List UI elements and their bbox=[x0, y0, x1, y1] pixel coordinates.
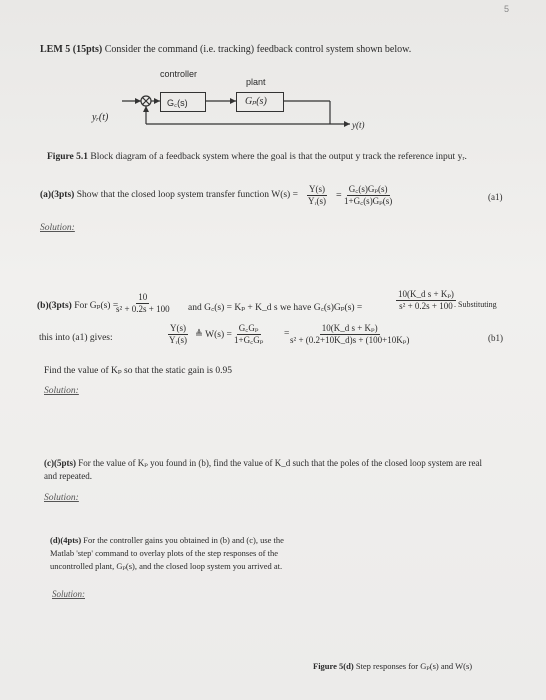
part-b-into: this into (a1) gives: bbox=[39, 333, 113, 343]
gc-block-label: G꜀(s) bbox=[167, 98, 188, 108]
figure-caption-label: Figure 5.1 bbox=[47, 152, 88, 162]
product-fraction: $\frac{\text{10(K\_d s + Kₚ)}}{\text{s² + 0.2s + 100}}$ bbox=[398, 289, 454, 311]
part-a-text: Show that the closed loop system transfer function W(s) = bbox=[76, 190, 298, 200]
part-c-text: For the value of Kₚ you found in (b), find the value of K_d such that the poles of the closed loop system are real bbox=[78, 458, 482, 468]
corner-mark: 5 bbox=[504, 4, 510, 14]
part-b-and-text: and G꜀(s) = Kₚ + K_d s we have G꜀(s)Gₚ(s) = bbox=[188, 303, 363, 313]
part-d-line-2: Matlab 'step' command to overlay plots of the step responses of the bbox=[50, 548, 279, 558]
w-equals: = bbox=[284, 329, 290, 339]
part-b-solution: Solution: bbox=[44, 386, 79, 396]
figure-5d-text: Step responses for Gₚ(s) and W(s) bbox=[355, 661, 473, 671]
figure-5d-caption bbox=[313, 661, 472, 672]
figure-caption bbox=[47, 152, 467, 162]
part-a-fraction-1: $\frac{Y(s)}{\text{Yᵣ(s)}}$ bbox=[307, 184, 327, 206]
problem-intro: Consider the command (i.e. tracking) feedback control system shown below. bbox=[104, 44, 412, 55]
output-label: y(t) bbox=[352, 120, 365, 130]
figure-5d-label: Figure 5(d) bbox=[313, 661, 354, 671]
part-b-for: For Gₚ(s) = bbox=[74, 301, 119, 311]
part-b-substituting: . Substituting bbox=[454, 300, 497, 309]
part-a-tag: (a1) bbox=[488, 192, 503, 202]
part-a-solution: Solution: bbox=[40, 223, 75, 233]
part-d-solution: Solution: bbox=[52, 589, 85, 599]
figure-caption-text: Block diagram of a feedback system where the goal is that the output y track the reference input yᵣ. bbox=[90, 152, 467, 162]
input-label: yᵣ(t) bbox=[92, 112, 109, 123]
controller-label: controller bbox=[160, 69, 198, 79]
part-c-label: (c)(5pts) bbox=[44, 458, 76, 468]
part-b-question bbox=[37, 300, 118, 311]
part-d-line-1: (d)(4pts) For the controller gains you obtained in (b) and (c), use the bbox=[50, 535, 284, 545]
part-a-label: (a)(3pts) bbox=[40, 190, 75, 200]
part-c-solution: Solution: bbox=[44, 493, 79, 503]
part-d-label: (d)(4pts) bbox=[50, 535, 82, 545]
part-a-fraction-2: $\frac{\text{G꜀(s)Gₚ(s)}}{\text{1+G꜀(s)Gₚ(s)}}$ bbox=[344, 184, 393, 206]
gp-fraction: $\frac{10}{\text{s² + 0.2s + 100}}$ bbox=[116, 292, 170, 314]
part-a-question bbox=[40, 190, 298, 200]
part-b-tag: (b1) bbox=[488, 333, 503, 343]
gp-block-label: Gₚ(s) bbox=[245, 96, 267, 107]
part-d-line-3: uncontrolled plant, Gₚ(s), and the closed loop system you arrived at. bbox=[50, 561, 283, 571]
part-c-text-2: and repeated. bbox=[44, 471, 92, 481]
part-a-eq: = bbox=[336, 190, 342, 201]
plant-label: plant bbox=[246, 77, 266, 87]
w-fraction-3: $\frac{\text{10(K\_d s + Kₚ)}}{\text{s² + (0.2+10K\_d)s + (100+10Kₚ)}}$ bbox=[290, 323, 410, 345]
part-c-question bbox=[44, 458, 482, 469]
w-fraction-2: $\frac{\text{G꜀Gₚ}}{\text{1+G꜀Gₚ}}$ bbox=[234, 323, 264, 345]
w-definition: ≜ W(s) = bbox=[195, 330, 232, 340]
problem-label: LEM 5 (15pts) bbox=[40, 44, 103, 55]
part-b-label: (b)(3pts) bbox=[37, 301, 72, 311]
w-fraction-1: $\frac{Y(s)}{\text{Yᵣ(s)}}$ bbox=[168, 323, 188, 345]
part-b-find: Find the value of Kₚ so that the static gain is 0.95 bbox=[44, 366, 232, 376]
